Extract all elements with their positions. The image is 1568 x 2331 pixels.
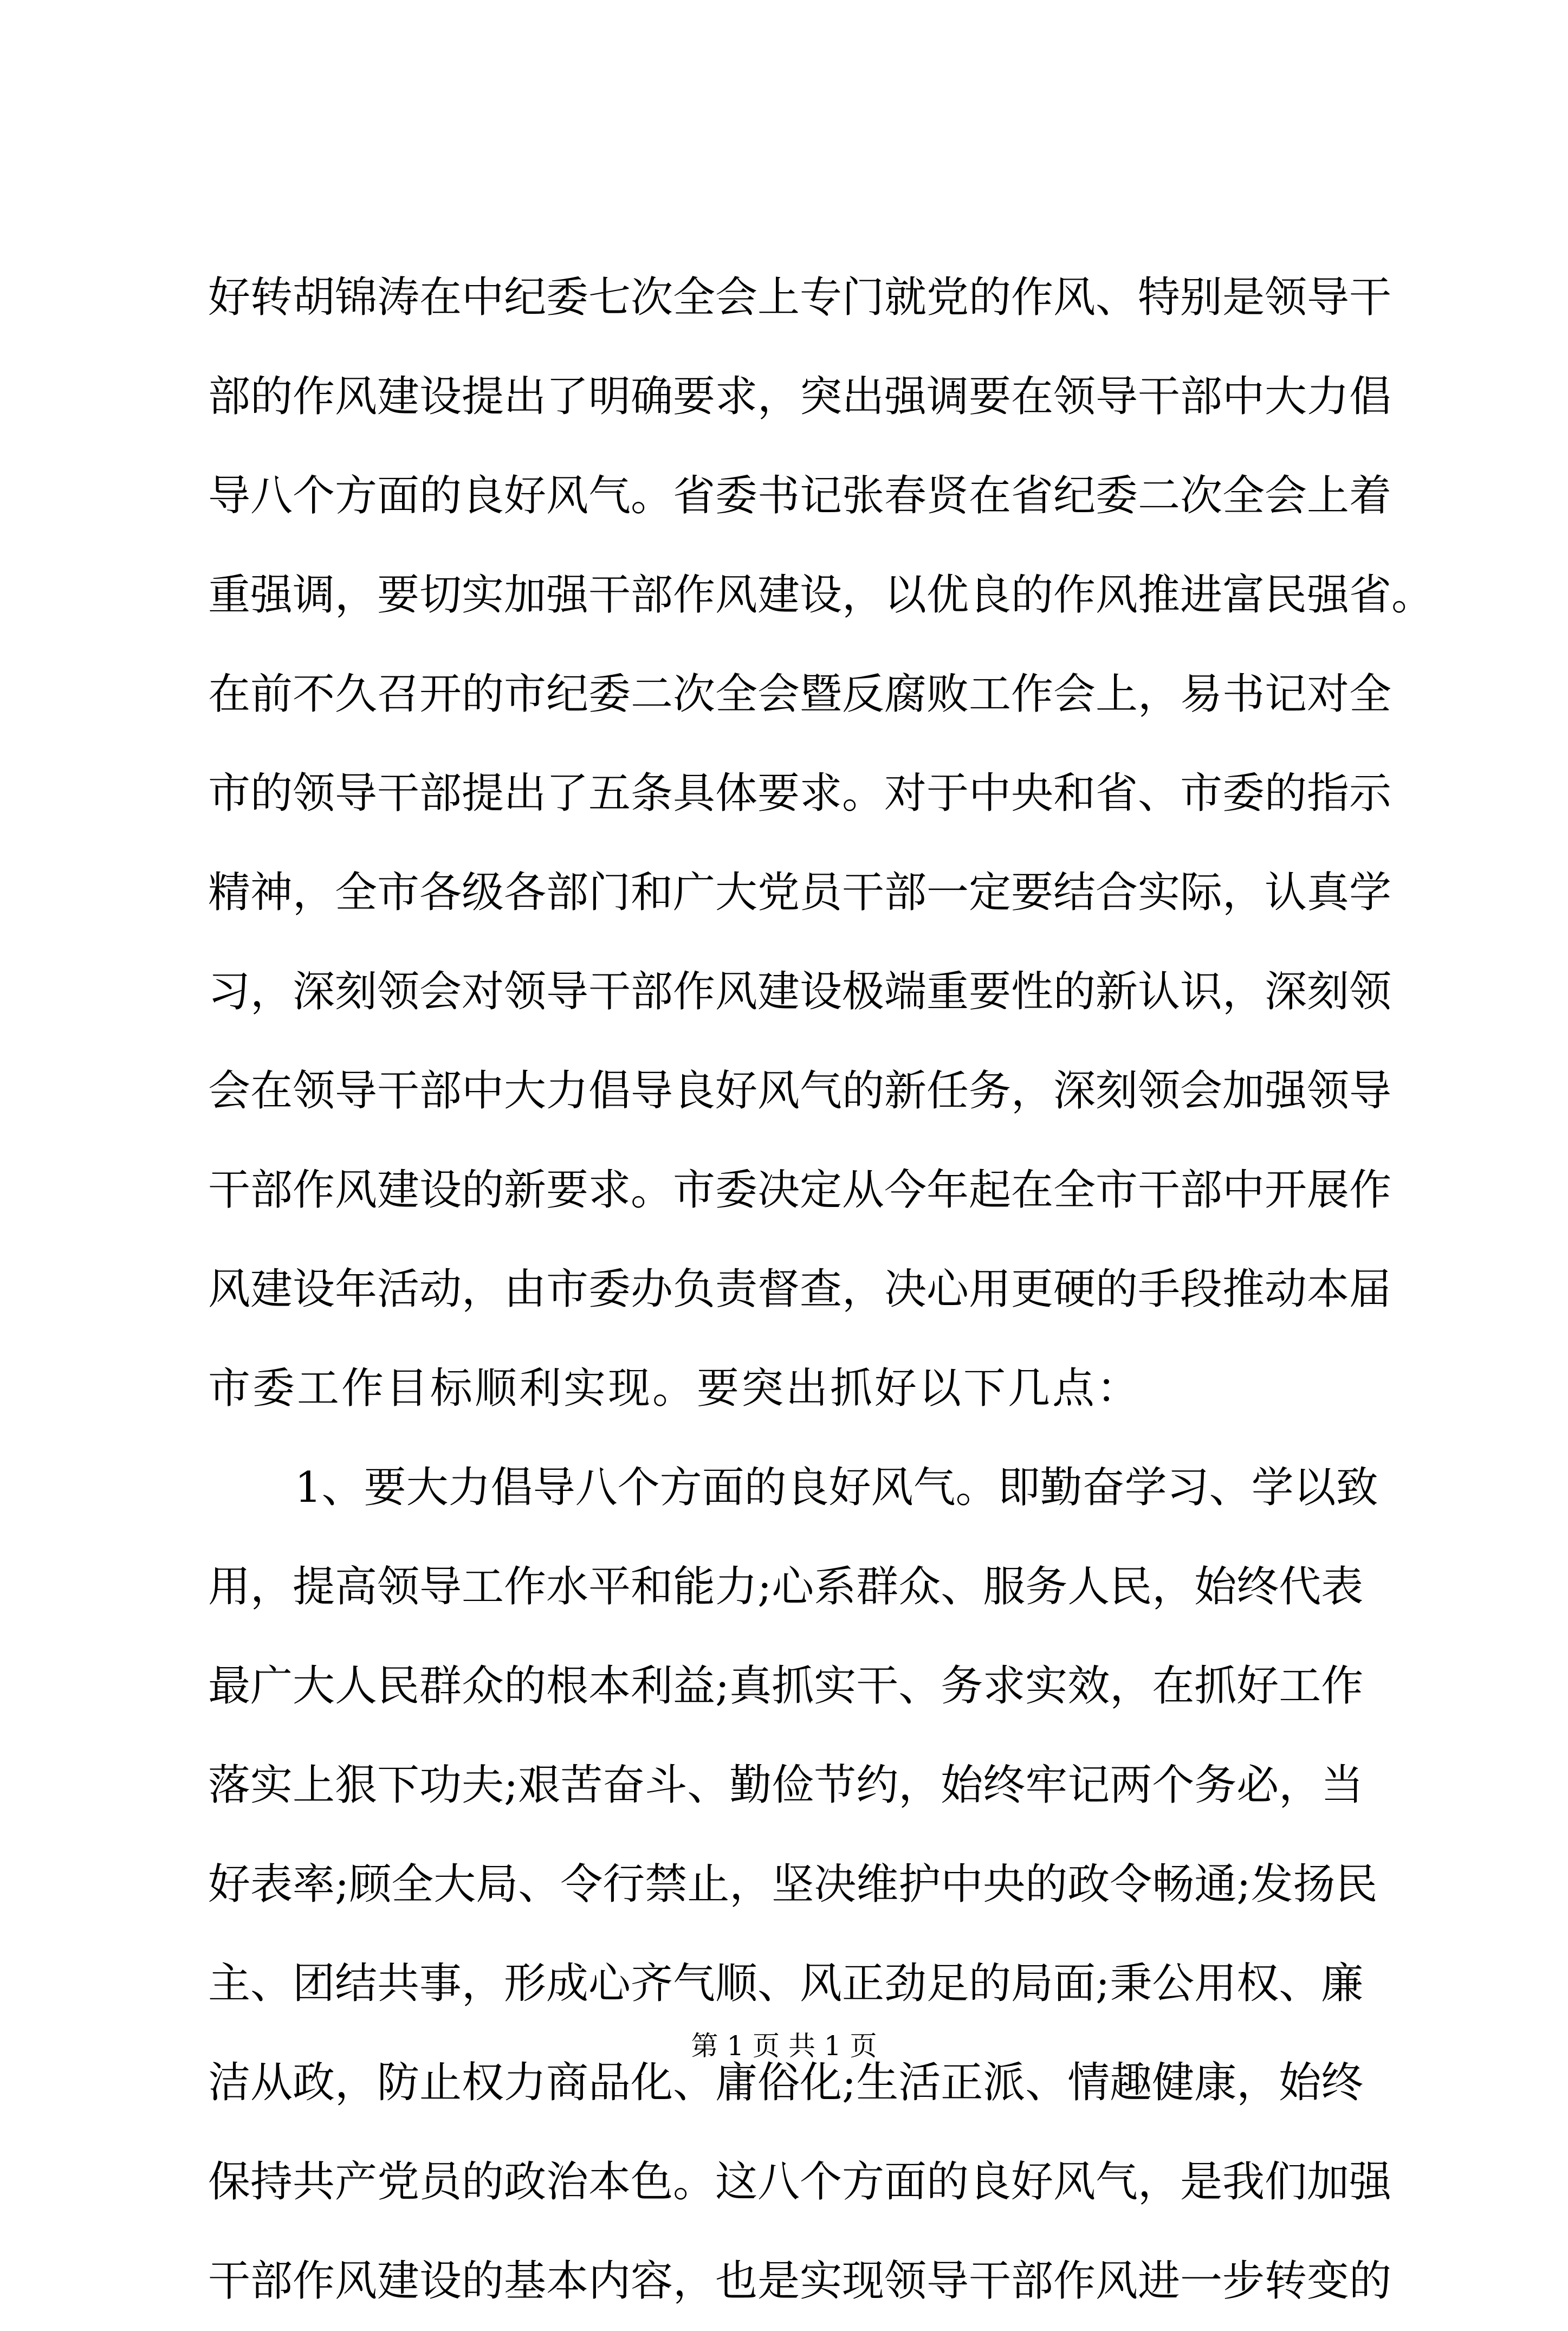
text-line: 导八个方面的良好风气。省委书记张春贤在省纪委二次全会上着 bbox=[208, 472, 1392, 520]
page-footer bbox=[0, 2027, 1568, 2065]
text-line: 在前不久召开的市纪委二次全会暨反腐败工作会上，易书记对全 bbox=[208, 670, 1392, 719]
page-number: 第 1 页 共 1 页 bbox=[691, 2030, 877, 2062]
text-line: 主、团结共事，形成心齐气顺、风正劲足的局面;秉公用权、廉 bbox=[208, 1959, 1364, 2008]
text-line: 好转胡锦涛在中纪委七次全会上专门就党的作风、特别是领导干 bbox=[208, 273, 1392, 322]
text-line: 洁从政，防止权力商品化、庸俗化;生活正派、情趣健康，始终 bbox=[208, 2058, 1364, 2107]
text-line: 会在领导干部中大力倡导良好风气的新任务，深刻领会加强领导 bbox=[208, 1067, 1392, 1115]
text-line: 风建设年活动，由市委办负责督查，决心用更硬的手段推动本届 bbox=[208, 1265, 1392, 1314]
text-line: 重强调，要切实加强干部作风建设，以优良的作风推进富民强省。 bbox=[208, 571, 1434, 619]
text-line: 市委工作目标顺利实现。要突出抓好以下几点： bbox=[208, 1364, 1142, 1413]
text-line: 习，深刻领会对领导干部作风建设极端重要性的新认识，深刻领 bbox=[208, 967, 1392, 1016]
text-line: 保持共产党员的政治本色。这八个方面的良好风气，是我们加强 bbox=[208, 2158, 1392, 2206]
text-line: 精神，全市各级各部门和广大党员干部一定要结合实际，认真学 bbox=[208, 868, 1392, 917]
text-line: 落实上狠下功夫;艰苦奋斗、勤俭节约，始终牢记两个务必，当 bbox=[208, 1761, 1364, 1810]
text-line: 市的领导干部提出了五条具体要求。对于中央和省、市委的指示 bbox=[208, 769, 1392, 818]
text-line: 好表率;顾全大局、令行禁止，坚决维护中央的政令畅通;发扬民 bbox=[208, 1860, 1378, 1909]
text-line: 最广大人民群众的根本利益;真抓实干、务求实效，在抓好工作 bbox=[208, 1662, 1364, 1710]
document-body bbox=[208, 248, 1434, 2331]
text-line: 部的作风建设提出了明确要求，突出强调要在领导干部中大力倡 bbox=[208, 372, 1392, 421]
text-line: 干部作风建设的基本内容，也是实现领导干部作风进一步转变的 bbox=[208, 2257, 1392, 2306]
paragraph-first-line: 1、要大力倡导八个方面的良好风气。即勤奋学习、学以致 bbox=[295, 1463, 1378, 1512]
text-line: 干部作风建设的新要求。市委决定从今年起在全市干部中开展作 bbox=[208, 1166, 1392, 1215]
text-line: 用，提高领导工作水平和能力;心系群众、服务人民，始终代表 bbox=[208, 1562, 1364, 1611]
